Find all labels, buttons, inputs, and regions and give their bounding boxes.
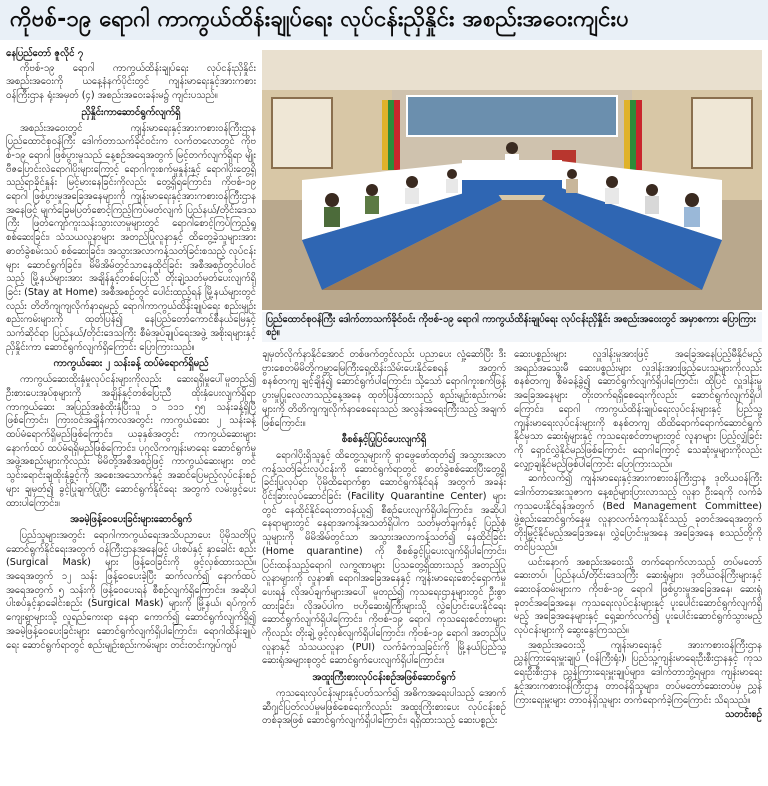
subheading: အခမဲ့ဖြန့်ဝေပေးခြင်းများဆောင်ရွက် xyxy=(70,514,192,526)
article-paragraph: ချမှတ်လိုက်နာနိုင်အောင် တစ်ဖက်တွင်လည်း ပညာပေး လှုံ့ဆော်ပြီး ဒီးဗွားစေတမိမိတို့ကမ္ဘာမြေကြီးရှေ့ထိန်းသိမ်းပေးနိုင်စေရန် အတွက် စနစ်တကျ ချင့်ချိန်၍ ဆောင်ရွက်ပါကြောင်း၊ သို့သော် ရောဂါကူးစက်ဖြန့်ပွားမှုပြုလေလာသည့်နေ့အနေ ထုတ်ပြန်ထားသည့် စည်းမျဉ်းစည်းကမ်းများကို တိတိကျကျလိုက်နာစေရေးသည် အလွန်အရေးကြီးသည့် အချက်ဖြစ်ကြောင်း။ xyxy=(262,349,506,429)
headline-bar xyxy=(0,0,768,40)
article-paragraph: ကုသရေးလုပ်ငန်းများနှင့်ပတ်သက်၍ အဓိကအရေးပါသည့် အောက်ဆီဂျင်ပြတ်လပ်မှုမဖြစ်စေရေးကိုလည်း အထူးကြိုးစားပေး လုပ်ငန်းစဉ်တစ်ခုအဖြစ် ဆောင်ရွက်လျက်ရှိပါကြောင်း၊ ရရှိထားသည့် ဆေးပစ္စည်း xyxy=(262,687,506,727)
subheading: ညှိနှိုင်းကာဆောင်ရွက်လျက်ရှိ xyxy=(81,106,181,118)
subheading: ကာကွယ်ဆေး ၂ သန်းခန့် ထပ်မံရောက်ရှိမည် xyxy=(53,358,209,370)
left-column xyxy=(6,47,256,783)
article-paragraph: ဆေးပစ္စည်းများ လှူဒါန်းမှုအားဖြင့် အခြေအနေပြည့်မီနိုင်မည့် အရည်အသွေးမီ ဆေးပစ္စည်းများ လှူဒါန်းအားဖြည့်ပေးသူများကိုလည်း စနစ်တကျ စီမံခန့်ခွဲ၍ ဆောင်ရွက်လျက်ရှိပါကြောင်း၊ ထိုပြင် လှူဒါန်းမှုအခြေအနေများ တိုးတက်ရရှိစေရေးကိုလည်း ဆောင်ရွက်လျက်ရှိပါကြောင်း၊ ရောဂါ ကာကွယ်ထိန်းချုပ်ရေးလုပ်ငန်းများနှင့် ပြည်သူ့ကျန်းမာရေးလုပ်ငန်းများကို စနစ်တကျ ထိထိရောက်ရောက်ဆောင်ရွက်နိုင်မှသာ ဆေးရုံများနှင့် ကုသရေးစင်တာများတွင် လူနာများ ပြည့်လျှံခြင်းကို ရှောင်လွှဲနိုင်မည်ဖြစ်ကြောင်း ရောဂါကြောင့် သေဆုံးမှုများကိုလည်း လျှော့ချနိုင်မည်ဖြစ်ပါကြောင်း ပြောကြားသည်။ xyxy=(514,349,762,470)
photo-caption: ပြည်ထောင်စုဝန်ကြီး ဒေါက်တာသက်ခိုင်ဝင်း ကိုဗစ်-၁၉ ရောဂါ ကာကွယ်ထိန်းချုပ်ရေး လုပ်ငန်းညှိနှိုင်း အစည်းအဝေးတွင် အမှာစကား ပြောကြားစဉ်။ xyxy=(262,312,762,342)
dateline: နေပြည်တော် ဇူလိုင် ၇ xyxy=(6,48,84,59)
headline: ကိုဗစ်-၁၉ ရောဂါ ကာကွယ်ထိန်းချုပ်ရေး လုပ်ငန်းညှိနှိုင်း အစည်းအဝေးကျင်းပ xyxy=(10,6,630,32)
article-paragraph: ကာကွယ်ဆေးထိုးနှံမှုလုပ်ငန်းများကိုလည်း ဆေးရရှိမှုပေါ်မူတည်၍ ဦးစားပေးအုပ်စုများကို အချိန်နှင့်တစ်ပြေးညီ ထိုးနှံပေးလျက်ရှိရာ ကာကွယ်ဆေး အပြည့်အစုံထိုးနှံပြီးသူ ၁ ၁၁၁ ၅၅ သန်းခန့်ရှိပြီဖြစ်ကြောင်း၊ ကြားဝင်အချိန်ကာလအတွင်း ကာကွယ်ဆေး ၂ သန်းခန့် ထပ်မံရောက်ရှိမည်ဖြစ်ကြောင်း၊ ယခုနှစ်အတွင်း ကာကွယ်ဆေးများ နောက်ထပ် ထပ်မံရရှိမည်ဖြစ်ကြောင်း၊ ပုဂ္ဂလိကကျန်းမာရေး ဆောင်ရွက်မှုအဖွဲ့အစည်းများကိုလည်း မိမိတို့အစီအစဉ်ဖြင့် ကာကွယ်ဆေးများ တင်သွင်းရောင်းချထိုးနှံခွင့်ကို အစေးအသောက်နှင့် အဆင်ပြေမည့်လုပ်ငန်းစဉ်များ ချမှတ်၍ ခွင့်ပြုချက်ပြုပြီး ဆောင်ရွက်နိုင်ရေး အတွက် လမ်းဖွင့်ပေးထားပါကြောင်း။ xyxy=(6,374,256,509)
meeting-room-illustration xyxy=(262,50,762,310)
article-paragraph: ယင်းနောက် အစည်းအဝေးသို့ တက်ရောက်လာသည့် တပ်မတော်ဆေးတပ်၊ ပြည်နယ်/တိုင်းဒေသကြီး ဆေးရုံများ၊ ဒုတိယဝန်ကြီးများနှင့် ဆေးဝန်ထမ်းများက ကိုဗစ်-၁၉ ရောဂါ ဖြစ်ပွားမှုအခြေအနေ၊ ဆေးရုံခုတင်အခြေအနေ၊ ကုသရေးလုပ်ငန်းများနှင့် ပူးပေါင်းဆောင်ရွက်လျက်ရှိမည့် အခြေအနေများနှင့် ရှေ့ဆက်လက်၍ ပူးပေါင်းဆောင်ရွက်သွားမည့် လုပ်ငန်းများကို ဆွေးနွေးကြသည်။ xyxy=(514,556,762,637)
byline: သတင်းစဉ် xyxy=(724,709,762,721)
article-paragraph: ပြည်သူများအတွင်း ရောဂါကာကွယ်ရေးအသိပညာပေး ပိုမိုသတိပြု ဆောင်ရွက်နိုင်ရေးအတွက် ဝန်ကြီးဌာနအနေဖြင့် ပါးစပ်နှင့် နှာခေါင်း စည်း (Surgical Mask) များ ဖြန့်ဝေခြင်းကို ဖွင့်လှစ်ထားသည်။ အရေအတွက် ၁၂ သန်း ဖြန့်ဝေပေးခဲ့ပြီး ဆက်လက်၍ နောက်ထပ်အရေအတွက် ၅ သန်းကို ဖြန့်ဝေပေးရန် စီစဉ်လျက်ရှိကြောင်း။ အဆိုပါ ပါးစပ်နှင့်နှာခေါင်းစည်း (Surgical Mask) များကို မြို့နယ်၊ ရပ်ကွက်ကျေးရွာများသို့ လူရည်ကေးရာ နေရာ ကောက်၍ ဆောင်ရွက်လျက်ရှိ၍ အခမဲ့ဖြန့်ဝေပေးခြင်းများ ဆောင်ရွက်လျက်ရှိပါကြောင်း၊ ရောဂါထိန်းချုပ်ရေး ဆောင်ရွက်ရာတွင် စည်းမျဉ်းစည်းကမ်းများ တင်းတင်းကျပ်ကျပ် xyxy=(6,529,256,651)
right-column xyxy=(514,348,762,783)
article-paragraph: ရောဂါပိုးရှိသူနှင့် ထိတွေ့သူများကို ရှာဖွေဖော်ထုတ်၍ အသွားအလာ ကန့်သတ်ခြင်းလုပ်ငန်းကို ဆောင်ရွက်ရာတွင် ဓာတ်ခွဲစစ်ဆေးပြီးတွေ့ရှိခြင်းပြုလုပ်ရာ ပိုမိုထိရောက်စွာ ဆောင်ရွက်နိုင်ရန် အတွက် အခန်းပိုင်းခြားလုပ်ဆောင်ခြင်း (Facility Quarantine Center) များတွင် နေထိုင်နိုင်ရေးတာဝန်ယူ၍ စီစဉ်ပေးလျက်ရှိပါကြောင်း၊ အဆိုပါ နေရာများတွင် နေရာအကန့်အသတ်ရှိပါက သတ်မှတ်ချက်နှင့် ပြည့်စုံသူများကို မိမိအိမ်တွင်သာ အသွားအလာကန့်သတ်၍ နေထိုင်ခြင်း (Home quarantine) ကို စီစစ်ခွင့်ပြုပေးလျက်ရှိပါကြောင်း၊ ပြင်းထန်သည့်ရောဂါ လက္ခဏာများ ပြသတွေ့ရှိထားသည့် အတည်ပြုလူနာများကို လူနာ၏ ရောဂါအခြေအနေနှင့် ကျန်းမာရေးစောင့်ရှောက်မှုပေးရန် လိုအပ်ချက်များအပေါ် မူတည်၍ ကုသရေးဌာနများတွင် ဦးစွာထားခြင်း၊ လိုအပ်ပါက ဗဟိုဆေးရုံကြီးများသို့ လွှဲပြောင်းပေးနိုင်ရေး ဆောင်ရွက်လျက်ရှိပါကြောင်း၊ ကိုဗစ်-၁၉ ရောဂါ ကုသရေးစင်တာများကိုလည်း တိုးချဲ့ ဖွင့်လှစ်လျက်ရှိပါကြောင်း၊ ကိုဗစ်-၁၉ ရောဂါ အတည်ပြုလူနာနှင့် သံသယလူနာ (PUI) လက်ခံကုသခြင်းကို မြို့နယ်ပြည်သူ့ဆေးရုံအများစုတွင် ဆောင်ရွက်ပေးလျက်ရှိပါကြောင်း။ xyxy=(262,449,506,667)
lead-paragraph: ကိုဗစ်-၁၉ ရောဂါ ကာကွယ်ထိန်းချုပ်ရေး လုပ်ငန်းညှိနှိုင်းအစည်းအဝေးကို ယနေ့နံနက်ပိုင်းတွင် ကျန်းမာရေးနှင့်အားကစားဝန်ကြီးဌာန ရုံးအမှတ် (၄) အစည်းအဝေးခန်းမ၌ ကျင်းပသည်။ xyxy=(6,62,256,102)
article-paragraph: ဆက်လက်၍ ကျန်းမာရေးနှင့်အားကစားဝန်ကြီးဌာန ဒုတိယဝန်ကြီး ဒေါက်တာအေးသူဇာက နေ့စဉ်များပြားလာသည့် လူနာ ဦးရေကို လက်ခံကုသပေးနိုင်ရန်အတွက် (Bed Management Committee) ဖွဲ့စည်းဆောင်ရွက်နေမှု လူနာလက်ခံကုသနိုင်သည့် ခုတင်အရေအတွက် တိုးမြှင့်နိုင်မည့်အခြေအနေ၊ လွှဲပြောင်းမှုအနေ အခြေအနေ စသည်တို့ကို တင်ပြသည်။ xyxy=(514,473,762,553)
article-paragraph: အစည်းအဝေးသို့ ကျန်းမာရေးနှင့် အားကစားဝန်ကြီးဌာန ညွှန်ကြားရေးမှူးချုပ် (ဝန်ကြီးရုံး)၊ ပြည်သူ့ကျန်းမာရေးဦးစီးဌာနနှင့် ကုသရေးဦးစီးဌာန ညွှန်ကြားရေးမှူးချုပ်များ၊ ဒေါက်တာဘွဲ့ရများ၊ ကျန်းမာရေးနှင့်အားကစားဝန်ကြီးဌာန တာဝန်ရှိသူများ၊ တပ်မတော်ဆေးတပ်မှ ညွှန်ကြားရေးမှူးများ တာဝန်ရှိသူများ တက်ရောက်ခဲ့ကြကြောင်း သိရသည်။ xyxy=(514,639,762,706)
subheading: အထူးကြီးစားလုပ်ငန်းစဉ်အဖြစ်ဆောင်ရွက် xyxy=(312,672,456,684)
article-paragraph: အစည်းအဝေးတွင် ကျန်းမာရေးနှင့်အားကစားဝန်ကြီးဌာန ပြည်ထောင်စုဝန်ကြီး ဒေါက်တာသက်ခိုင်ဝင်းက လက်တလောတွင် ကိုဗစ်-၁၉ ရောဂါ ဖြစ်ပွားမှုသည် နေ့စဉ်အရေအတွက် မြင့်တက်လျက်ရှိရာ မျိုးဗီဇပြောင်းလဲရောဂါပိုးများကြောင့် ရောဂါကူးစက်မှုနှုန်းနှင့် ရောဂါပိုးတွေ့ရှိသည့်ရာခိုင်နှုန်း မြင့်မားနေခြင်းကိုလည်း တွေ့ရှိရကြောင်း၊ ကိုဗစ်-၁၉ ရောဂါ ဖြစ်ပွားမှုအခြေအနေများကို ကျန်းမာရေးနှင့်အားကစားဝန်ကြီးဌာနအနေဖြင့် မျက်ခြေမပြတ်စောင့်ကြည့်ကြပ်မတ်လျက် ပြည်နယ်/တိုင်းဒေသကြီး ဖြတ်ကျော်ကူးသန်းသွားလာမှုများတွင် ရောဂါစောင့်ကြပ်ကြည့်ရှုစစ်ဆေးခြင်း၊ သံသယလူနာများ အတည်ပြုလူနာနှင့် ထိတွေ့ခဲ့သူများအား ဓာတ်ခွဲစမ်းသပ် စစ်ဆေးခြင်း၊ အသွားအလာကန့်သတ်ခြင်းစသည့် လုပ်ငန်းများ ဆောင်ရွက်ခြင်း၊ မိမိအိမ်တွင်သာနေထိုင်ခြင်း အစီအစဉ်တွင်ပါဝင်သည့် မြို့နယ်များအား အချိန်နှင့်တစ်ပြေးညီ တိုးချဲ့သတ်မှတ်ပေးလျက်ရှိခြင်း (Stay at Home) အစီအစဉ်တွင် ပေါင်းထည့်ရန် မြို့နယ်များတွင်လည်း တိတိကျကျလိုက်နာရမည့် ရောဂါကာကွယ်ထိန်းချုပ်ရေး စည်းမျဉ်းစည်းကမ်းများကို ထုတ်ပြန်၍ နေပြည်တော်ကောင်စီနယ်မြေနှင့် သက်ဆိုင်ရာ ပြည်နယ်/တိုင်းဒေသကြီး စီမံအုပ်ချုပ်ရေးအဖွဲ့ အစိုးရများနှင့် ညှိနှိုင်းကာ ဆောင်ရွက်လျက်ရှိကြောင်း ပြောကြားသည်။ xyxy=(6,122,256,353)
meeting-photo xyxy=(262,50,762,310)
subheading: စီစစ်နှင့်ပြုပြင်ပေးလျက်ရှိ xyxy=(341,434,427,446)
middle-column xyxy=(262,348,506,783)
